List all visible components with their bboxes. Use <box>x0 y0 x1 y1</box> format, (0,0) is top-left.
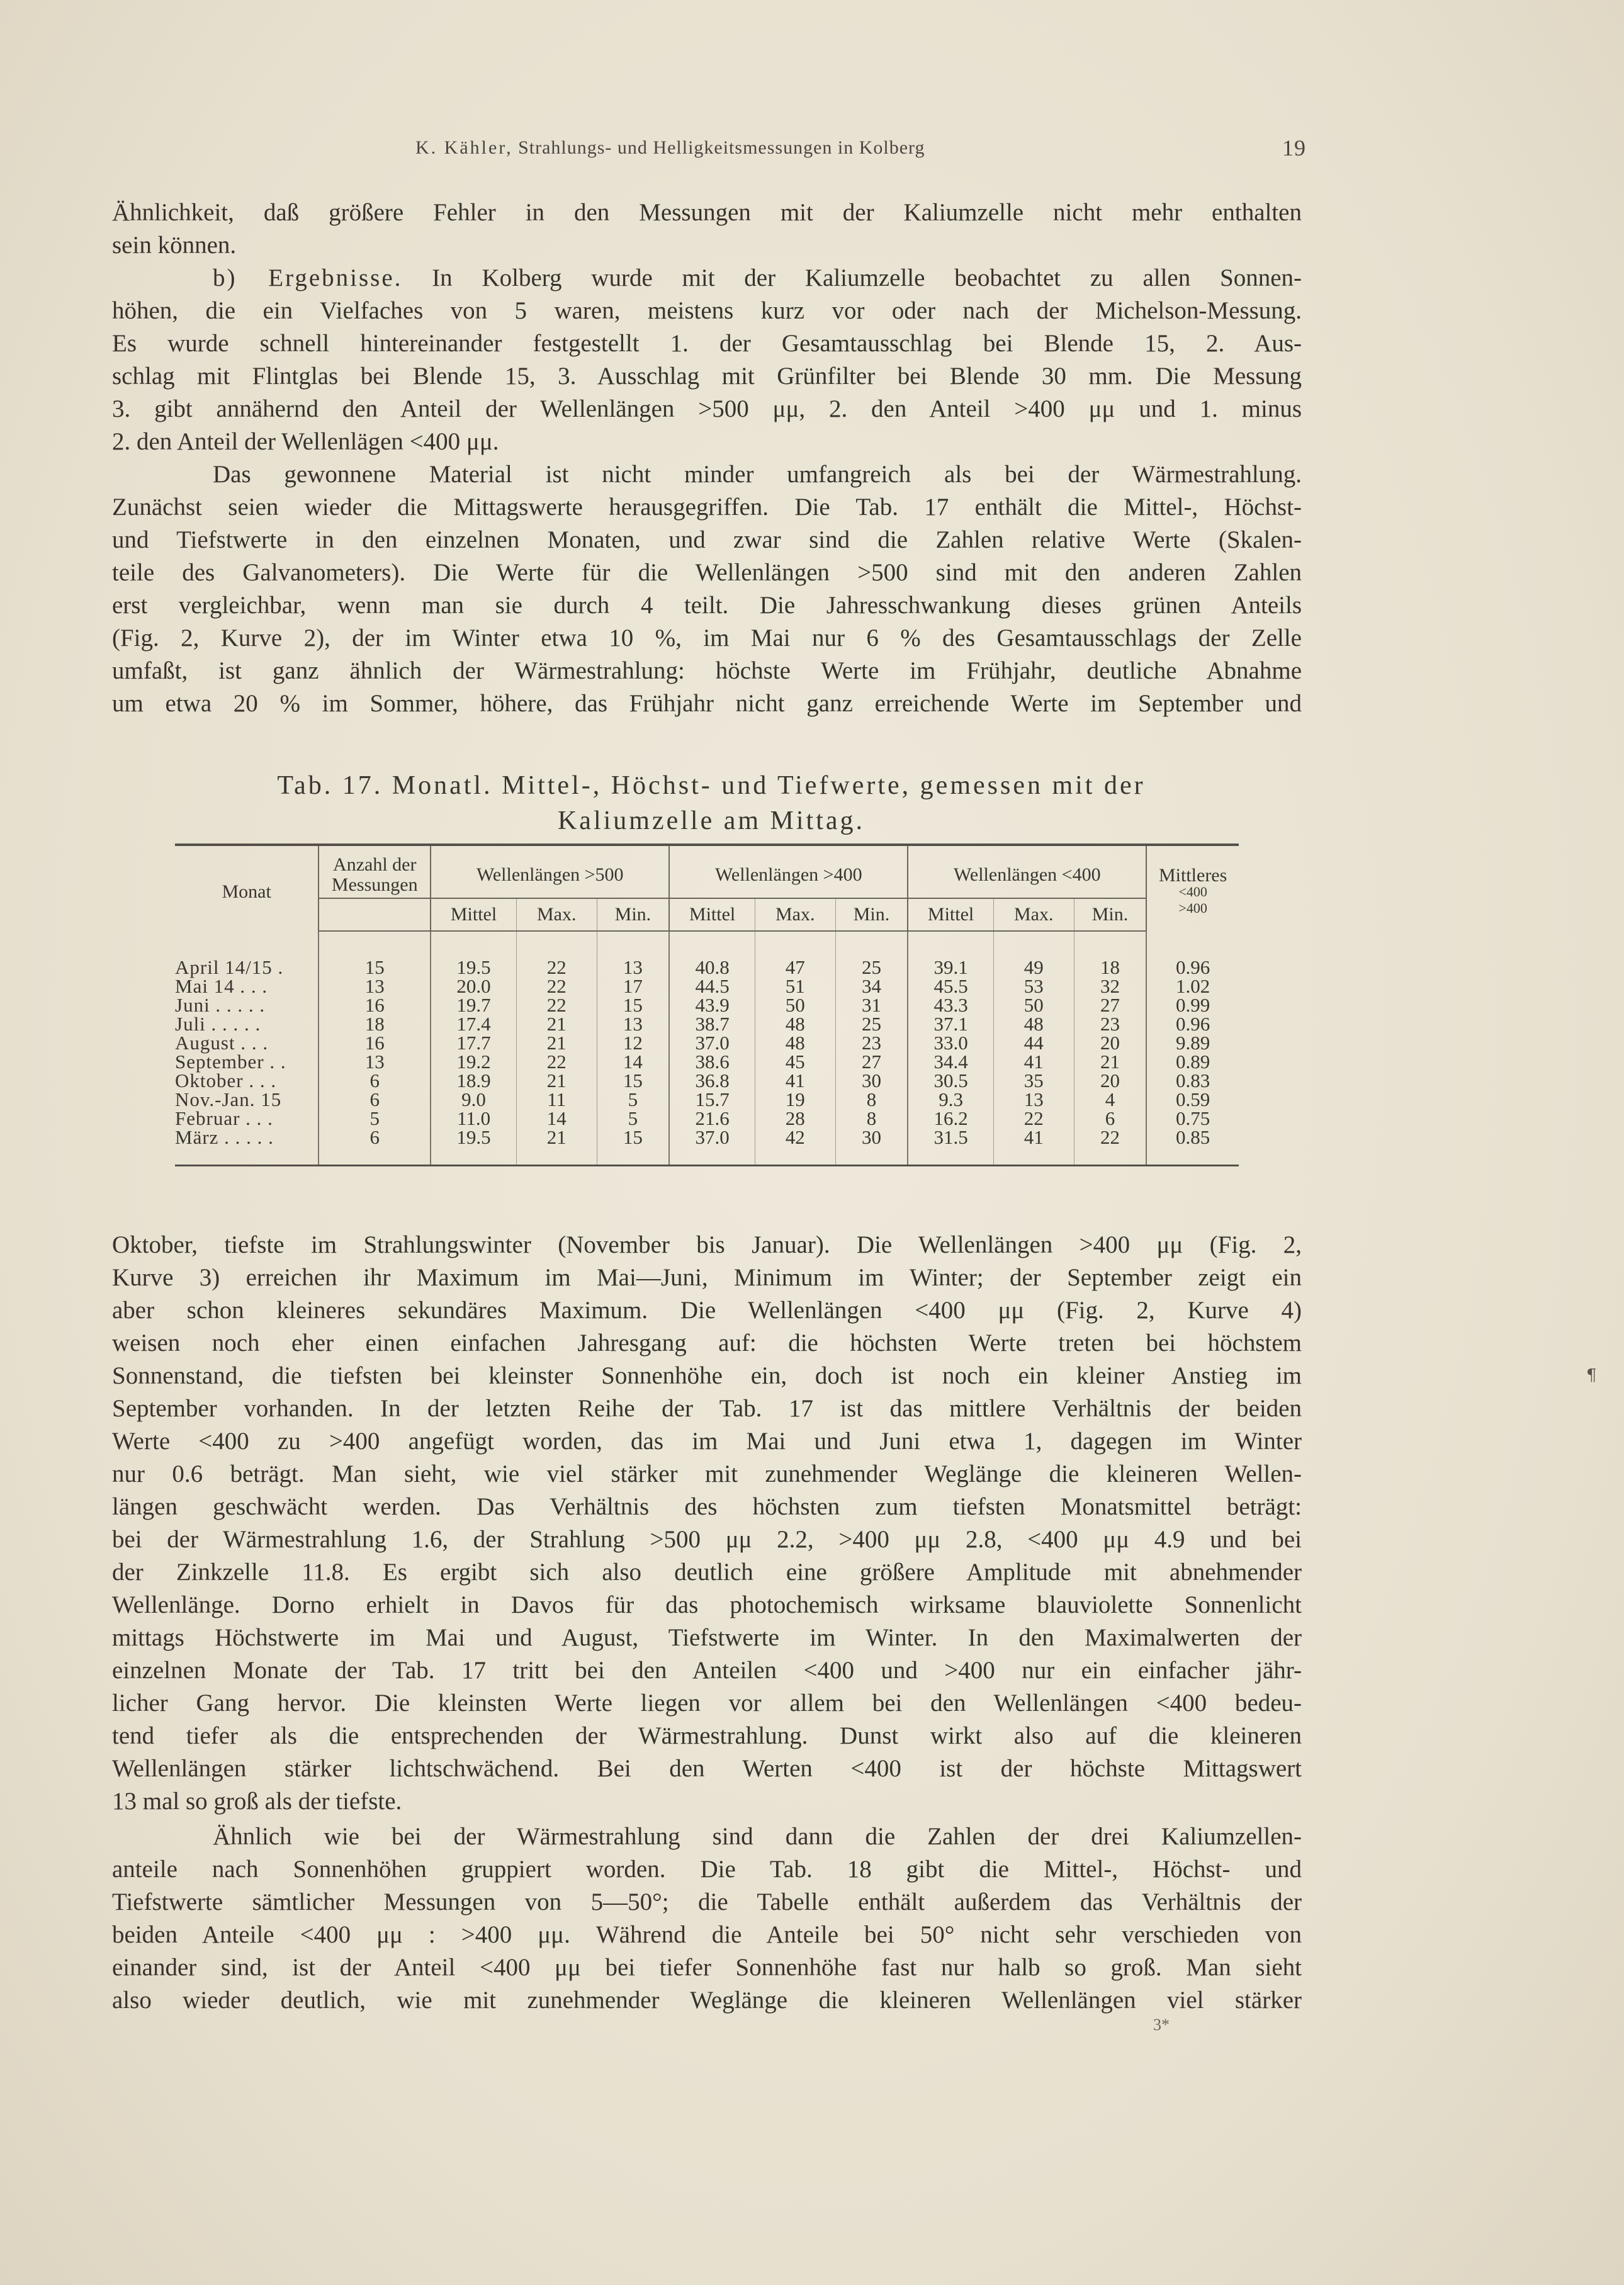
cell-c-n: 22 <box>1074 1128 1146 1166</box>
cell-a-m: 18.9 <box>431 1071 516 1090</box>
table-caption <box>164 768 1259 838</box>
cell-a-n: 15 <box>597 996 669 1015</box>
header-title: Strahlungs- und Helligkeitsmessungen in Kolberg <box>518 137 925 158</box>
cell-monat: Nov.-Jan. 15 <box>175 1088 282 1110</box>
text-line: Ähnlichkeit, daß größere Fehler in den Messungen mit der Kaliumzelle nicht mehr enthalten <box>112 199 1302 226</box>
cell-a-x: 21 <box>516 1034 597 1052</box>
text-line: der Zinkzelle 11.8. Es ergibt sich also deutlich eine größere Amplitude mit abnehmender <box>112 1559 1302 1586</box>
cell-monat: August . . . <box>175 1032 269 1054</box>
text-line: umfaßt, ist ganz ähnlich der Wärmestrahlung: höchste Werte im Frühjahr, deutliche Abnahme <box>112 657 1302 684</box>
cell-monat: Oktober . . . <box>175 1069 277 1092</box>
cell-b-n: 30 <box>835 1128 908 1166</box>
cell-n: 6 <box>319 1090 431 1109</box>
col-header-min: Min. <box>1074 898 1146 931</box>
text-line: anteile nach Sonnenhöhen gruppiert worden. Die Tab. 18 gibt die Mittel-, Höchst- und <box>112 1856 1302 1883</box>
cell-b-x: 19 <box>755 1090 835 1109</box>
cell-a-n: 13 <box>597 931 669 977</box>
text-line: einander sind, ist der Anteil <400 μμ bei tiefer Sonnenhöhe fast nur halb so groß. Man sieht <box>112 1954 1302 1981</box>
cell-r: 0.59 <box>1146 1090 1239 1109</box>
cell-monat: April 14/15 . <box>175 956 284 978</box>
cell-a-n: 13 <box>597 1015 669 1034</box>
text-line: längen geschwächt werden. Das Verhältnis des höchsten zum tiefsten Monatsmittel beträgt: <box>112 1493 1302 1520</box>
table-row <box>175 931 1239 977</box>
col-header-min: Min. <box>597 898 669 931</box>
cell-c-n: 27 <box>1074 996 1146 1015</box>
table-row <box>175 1052 1239 1071</box>
cell-a-n: 5 <box>597 1090 669 1109</box>
cell-c-x: 41 <box>993 1128 1074 1166</box>
cell-a-x: 22 <box>516 977 597 996</box>
cell-a-n: 5 <box>597 1109 669 1128</box>
cell-a-x: 21 <box>516 1015 597 1034</box>
text-line: und Tiefstwerte in den einzelnen Monaten, und zwar sind die Zahlen relative Werte (Skalen- <box>112 526 1302 553</box>
text-line: 2. den Anteil der Wellenlägen <400 μμ. <box>112 428 499 455</box>
cell-c-m: 37.1 <box>908 1015 993 1034</box>
text-line: aber schon kleineres sekundäres Maximum. Die Wellenlängen <400 μμ (Fig. 2, Kurve 4) <box>112 1297 1302 1324</box>
col-header-mittel: Mittel <box>669 898 755 931</box>
cell-b-n: 23 <box>835 1034 908 1052</box>
cell-monat: Juni . . . . . <box>175 994 266 1016</box>
cell-a-m: 11.0 <box>431 1109 516 1128</box>
paragraph-after-table <box>112 1229 1302 1818</box>
cell-a-m: 19.5 <box>431 1128 516 1166</box>
cell-b-n: 25 <box>835 1015 908 1034</box>
col-header-max: Max. <box>516 898 597 931</box>
text-line: Sonnenstand, die tiefsten bei kleinster Sonnenhöhe ein, doch ist noch ein kleiner Anstieg im <box>112 1362 1302 1389</box>
cell-c-m: 45.5 <box>908 977 993 996</box>
text-span: In Kolberg wurde mit der Kaliumzelle beobachtet zu allen Sonnen- <box>432 264 1302 291</box>
cell-c-n: 6 <box>1074 1109 1146 1128</box>
table-row <box>175 977 1239 996</box>
col-header-anzahl-blank <box>319 898 431 931</box>
cell-a-m: 17.7 <box>431 1034 516 1052</box>
cell-c-m: 34.4 <box>908 1052 993 1071</box>
text-line: September vorhanden. In der letzten Reihe der Tab. 17 ist das mittlere Verhältnis der beiden <box>112 1395 1302 1422</box>
cell-n: 18 <box>319 1015 431 1034</box>
text-line: Wellenlängen stärker lichtschwächend. Bei den Werten <400 ist der höchste Mittagswert <box>112 1755 1302 1782</box>
cell-c-x: 50 <box>993 996 1074 1015</box>
text-line: 13 mal so groß als der tiefste. <box>112 1788 402 1815</box>
section-label: b) Ergebnisse. <box>213 264 403 291</box>
cell-c-m: 16.2 <box>908 1109 993 1128</box>
cell-b-n: 8 <box>835 1109 908 1128</box>
col-header-monat: Monat <box>175 845 319 931</box>
cell-b-n: 30 <box>835 1071 908 1090</box>
text-line: tend tiefer als die entsprechenden der Wärmestrahlung. Dunst wirkt also auf die kleineren <box>112 1722 1302 1749</box>
cell-a-n: 15 <box>597 1071 669 1090</box>
cell-a-x: 21 <box>516 1128 597 1166</box>
cell-a-n: 12 <box>597 1034 669 1052</box>
cell-n: 16 <box>319 1034 431 1052</box>
cell-n: 16 <box>319 996 431 1015</box>
cell-b-n: 27 <box>835 1052 908 1071</box>
cell-c-m: 33.0 <box>908 1034 993 1052</box>
paragraph-intro <box>112 196 1302 262</box>
cell-r: 0.75 <box>1146 1109 1239 1128</box>
text-line: also wieder deutlich, wie mit zunehmender Weglänge die kleineren Wellenlängen viel stärker <box>112 1987 1302 2014</box>
cell-n: 15 <box>319 931 431 977</box>
cell-a-n: 15 <box>597 1128 669 1166</box>
text-line: mittags Höchstwerte im Mai und August, Tiefstwerte im Winter. In den Maximalwerten der <box>112 1624 1302 1651</box>
text-line: sein können. <box>112 232 237 259</box>
cell-r: 0.99 <box>1146 996 1239 1015</box>
text-line: bei der Wärmestrahlung 1.6, der Strahlung >500 μμ 2.2, >400 μμ 2.8, <400 μμ 4.9 und bei <box>112 1526 1302 1553</box>
col-header-group-lt400: Wellenlängen <400 <box>908 845 1146 898</box>
cell-b-n: 34 <box>835 977 908 996</box>
cell-b-m: 37.0 <box>669 1034 755 1052</box>
cell-b-m: 36.8 <box>669 1071 755 1090</box>
cell-n: 6 <box>319 1128 431 1166</box>
text-line: Ähnlich wie bei der Wärmestrahlung sind dann die Zahlen der drei Kaliumzellen- <box>213 1823 1302 1850</box>
cell-b-m: 38.7 <box>669 1015 755 1034</box>
cell-b-m: 15.7 <box>669 1090 755 1109</box>
text-line: Zunächst seien wieder die Mittagswerte herausgegriffen. Die Tab. 17 enthält die Mittel-, Höchst- <box>112 494 1302 521</box>
cell-c-n: 32 <box>1074 977 1146 996</box>
col-header-mittel: Mittel <box>431 898 516 931</box>
header-author: K. Kähler, <box>415 137 513 158</box>
cell-c-x: 53 <box>993 977 1074 996</box>
text-line: Oktober, tiefste im Strahlungswinter (November bis Januar). Die Wellenlängen >400 μμ (Fig. 2, <box>112 1231 1302 1258</box>
table-row <box>175 1034 1239 1052</box>
cell-b-x: 42 <box>755 1128 835 1166</box>
text-line: einzelnen Monate der Tab. 17 tritt bei den Anteilen <400 und >400 nur ein einfacher jähr- <box>112 1657 1302 1684</box>
cell-c-n: 21 <box>1074 1052 1146 1071</box>
cell-b-x: 28 <box>755 1109 835 1128</box>
cell-c-n: 23 <box>1074 1015 1146 1034</box>
cell-r: 0.83 <box>1146 1071 1239 1090</box>
table-17 <box>175 843 1239 1166</box>
text-line: erst vergleichbar, wenn man sie durch 4 teilt. Die Jahresschwankung dieses grünen Anteils <box>112 592 1302 619</box>
text-line: (Fig. 2, Kurve 2), der im Winter etwa 10 %, im Mai nur 6 % des Gesamtausschlags der Zelle <box>112 624 1302 652</box>
text-line: Wellenlänge. Dorno erhielt in Davos für das photochemisch wirksame blauviolette Sonnenlicht <box>112 1591 1302 1618</box>
col-header-group-400: Wellenlängen >400 <box>669 845 908 898</box>
table-row <box>175 996 1239 1015</box>
table-row <box>175 1128 1239 1166</box>
col-header-max: Max. <box>993 898 1074 931</box>
page-number: 19 <box>1282 135 1306 161</box>
cell-monat: März . . . . . <box>175 1128 319 1166</box>
cell-a-n: 14 <box>597 1052 669 1071</box>
cell-r: 0.96 <box>1146 931 1239 977</box>
cell-b-m: 37.0 <box>669 1128 755 1166</box>
cell-b-n: 25 <box>835 931 908 977</box>
cell-b-m: 43.9 <box>669 996 755 1015</box>
cell-n: 13 <box>319 977 431 996</box>
ratio-numerator: <400 <box>1178 883 1207 900</box>
cell-r: 9.89 <box>1146 1034 1239 1052</box>
text-line <box>112 262 1302 295</box>
cell-n: 6 <box>319 1071 431 1090</box>
text-line: Werte <400 zu >400 angefügt worden, das im Mai und Juni etwa 1, dagegen im Winter <box>112 1428 1302 1455</box>
cell-a-m: 19.5 <box>431 931 516 977</box>
cell-b-m: 21.6 <box>669 1109 755 1128</box>
text-line: weisen noch eher einen einfachen Jahresgang auf: die höchsten Werte treten bei höchstem <box>112 1329 1302 1357</box>
cell-c-x: 49 <box>993 931 1074 977</box>
cell-c-m: 31.5 <box>908 1128 993 1166</box>
cell-a-m: 20.0 <box>431 977 516 996</box>
margin-mark: ¶ <box>1586 1366 1597 1385</box>
text-line: Tiefstwerte sämtlicher Messungen von 5—50°; die Tabelle enthält außerdem das Verhältnis der <box>112 1888 1302 1915</box>
running-header <box>415 135 1306 161</box>
cell-b-x: 48 <box>755 1015 835 1034</box>
text-line: um etwa 20 % im Sommer, höhere, das Frühjahr nicht ganz erreichende Werte im September und <box>112 690 1302 717</box>
cell-a-x: 22 <box>516 1052 597 1071</box>
text-line: beiden Anteile <400 μμ : >400 μμ. Während die Anteile bei 50° nicht sehr verschieden von <box>112 1921 1302 1948</box>
paragraph-ergebnisse <box>112 262 1302 458</box>
cell-c-m: 39.1 <box>908 931 993 977</box>
cell-b-x: 48 <box>755 1034 835 1052</box>
cell-c-n: 20 <box>1074 1034 1146 1052</box>
cell-c-x: 41 <box>993 1052 1074 1071</box>
cell-b-x: 45 <box>755 1052 835 1071</box>
paragraph-material <box>112 458 1302 720</box>
cell-n: 5 <box>319 1109 431 1128</box>
cell-a-m: 19.7 <box>431 996 516 1015</box>
table-row <box>175 1109 1239 1128</box>
cell-monat: Februar . . . <box>175 1107 273 1129</box>
cell-r: 1.02 <box>1146 977 1239 996</box>
signature-mark: 3* <box>1153 2016 1170 2034</box>
cell-c-m: 9.3 <box>908 1090 993 1109</box>
text-line: nur 0.6 beträgt. Man sieht, wie viel stärker mit zunehmender Weglänge die kleineren Wellen- <box>112 1460 1302 1487</box>
cell-c-n: 20 <box>1074 1071 1146 1090</box>
table-row <box>175 1015 1239 1034</box>
table-body <box>175 931 1239 1166</box>
ratio-denominator: >400 <box>1178 900 1207 916</box>
text-line: höhen, die ein Vielfaches von 5 waren, meistens kurz vor oder nach der Michelson-Messung. <box>112 297 1302 324</box>
paragraph-final <box>112 1820 1302 2017</box>
text-line: Kurve 3) erreichen ihr Maximum im Mai—Juni, Minimum im Winter; der September zeigt ein <box>112 1264 1302 1291</box>
cell-b-m: 44.5 <box>669 977 755 996</box>
cell-b-x: 47 <box>755 931 835 977</box>
col-header-max: Max. <box>755 898 835 931</box>
cell-b-m: 40.8 <box>669 931 755 977</box>
cell-c-x: 44 <box>993 1034 1074 1052</box>
col-header-ratio <box>1146 845 1239 931</box>
cell-n: 13 <box>319 1052 431 1071</box>
table-row <box>175 1090 1239 1109</box>
cell-c-x: 22 <box>993 1109 1074 1128</box>
ratio-label: Mittleres <box>1158 864 1227 886</box>
cell-b-m: 38.6 <box>669 1052 755 1071</box>
col-header-group-500: Wellenlängen >500 <box>431 845 669 898</box>
cell-a-x: 14 <box>516 1109 597 1128</box>
caption-line-2: Kaliumzelle am Mittag. <box>557 806 866 835</box>
cell-a-m: 9.0 <box>431 1090 516 1109</box>
cell-monat: September . . <box>175 1051 286 1073</box>
cell-c-x: 13 <box>993 1090 1074 1109</box>
cell-r: 0.85 <box>1146 1128 1239 1166</box>
cell-c-x: 48 <box>993 1015 1074 1034</box>
text-line: schlag mit Flintglas bei Blende 15, 3. Ausschlag mit Grünfilter bei Blende 30 mm. Die Messung <box>112 363 1302 390</box>
cell-monat: Juli . . . . . <box>175 1013 261 1035</box>
cell-b-x: 41 <box>755 1071 835 1090</box>
cell-r: 0.89 <box>1146 1052 1239 1071</box>
cell-a-x: 21 <box>516 1071 597 1090</box>
cell-a-x: 22 <box>516 996 597 1015</box>
col-header-min: Min. <box>835 898 908 931</box>
cell-c-m: 30.5 <box>908 1071 993 1090</box>
cell-a-x: 22 <box>516 931 597 977</box>
cell-a-n: 17 <box>597 977 669 996</box>
caption-line-1: Tab. 17. Monatl. Mittel-, Höchst- und Tiefwerte, gemessen mit der <box>277 771 1146 800</box>
table-row <box>175 1071 1239 1090</box>
cell-a-m: 17.4 <box>431 1015 516 1034</box>
text-line: Es wurde schnell hintereinander festgestellt 1. der Gesamtausschlag bei Blende 15, 2. Aus- <box>112 330 1302 357</box>
cell-r: 0.96 <box>1146 1015 1239 1034</box>
cell-a-m: 19.2 <box>431 1052 516 1071</box>
text-line: Das gewonnene Material ist nicht minder umfangreich als bei der Wärmestrahlung. <box>213 461 1302 488</box>
text-line: 3. gibt annähernd den Anteil der Wellenlängen >500 μμ, 2. den Anteil >400 μμ und 1. minus <box>112 395 1302 422</box>
cell-b-x: 51 <box>755 977 835 996</box>
cell-b-n: 8 <box>835 1090 908 1109</box>
col-header-anzahl: Anzahl der Messungen <box>319 845 431 898</box>
cell-c-n: 18 <box>1074 931 1146 977</box>
cell-c-n: 4 <box>1074 1090 1146 1109</box>
col-header-mittel: Mittel <box>908 898 993 931</box>
cell-a-x: 11 <box>516 1090 597 1109</box>
cell-b-n: 31 <box>835 996 908 1015</box>
cell-monat: Mai 14 . . . <box>175 975 268 997</box>
cell-c-x: 35 <box>993 1071 1074 1090</box>
text-line: licher Gang hervor. Die kleinsten Werte liegen vor allem bei den Wellenlängen <400 bedeu- <box>112 1690 1302 1717</box>
text-line: teile des Galvanometers). Die Werte für die Wellenlängen >500 sind mit den anderen Zahlen <box>112 559 1302 586</box>
cell-c-m: 43.3 <box>908 996 993 1015</box>
cell-b-x: 50 <box>755 996 835 1015</box>
